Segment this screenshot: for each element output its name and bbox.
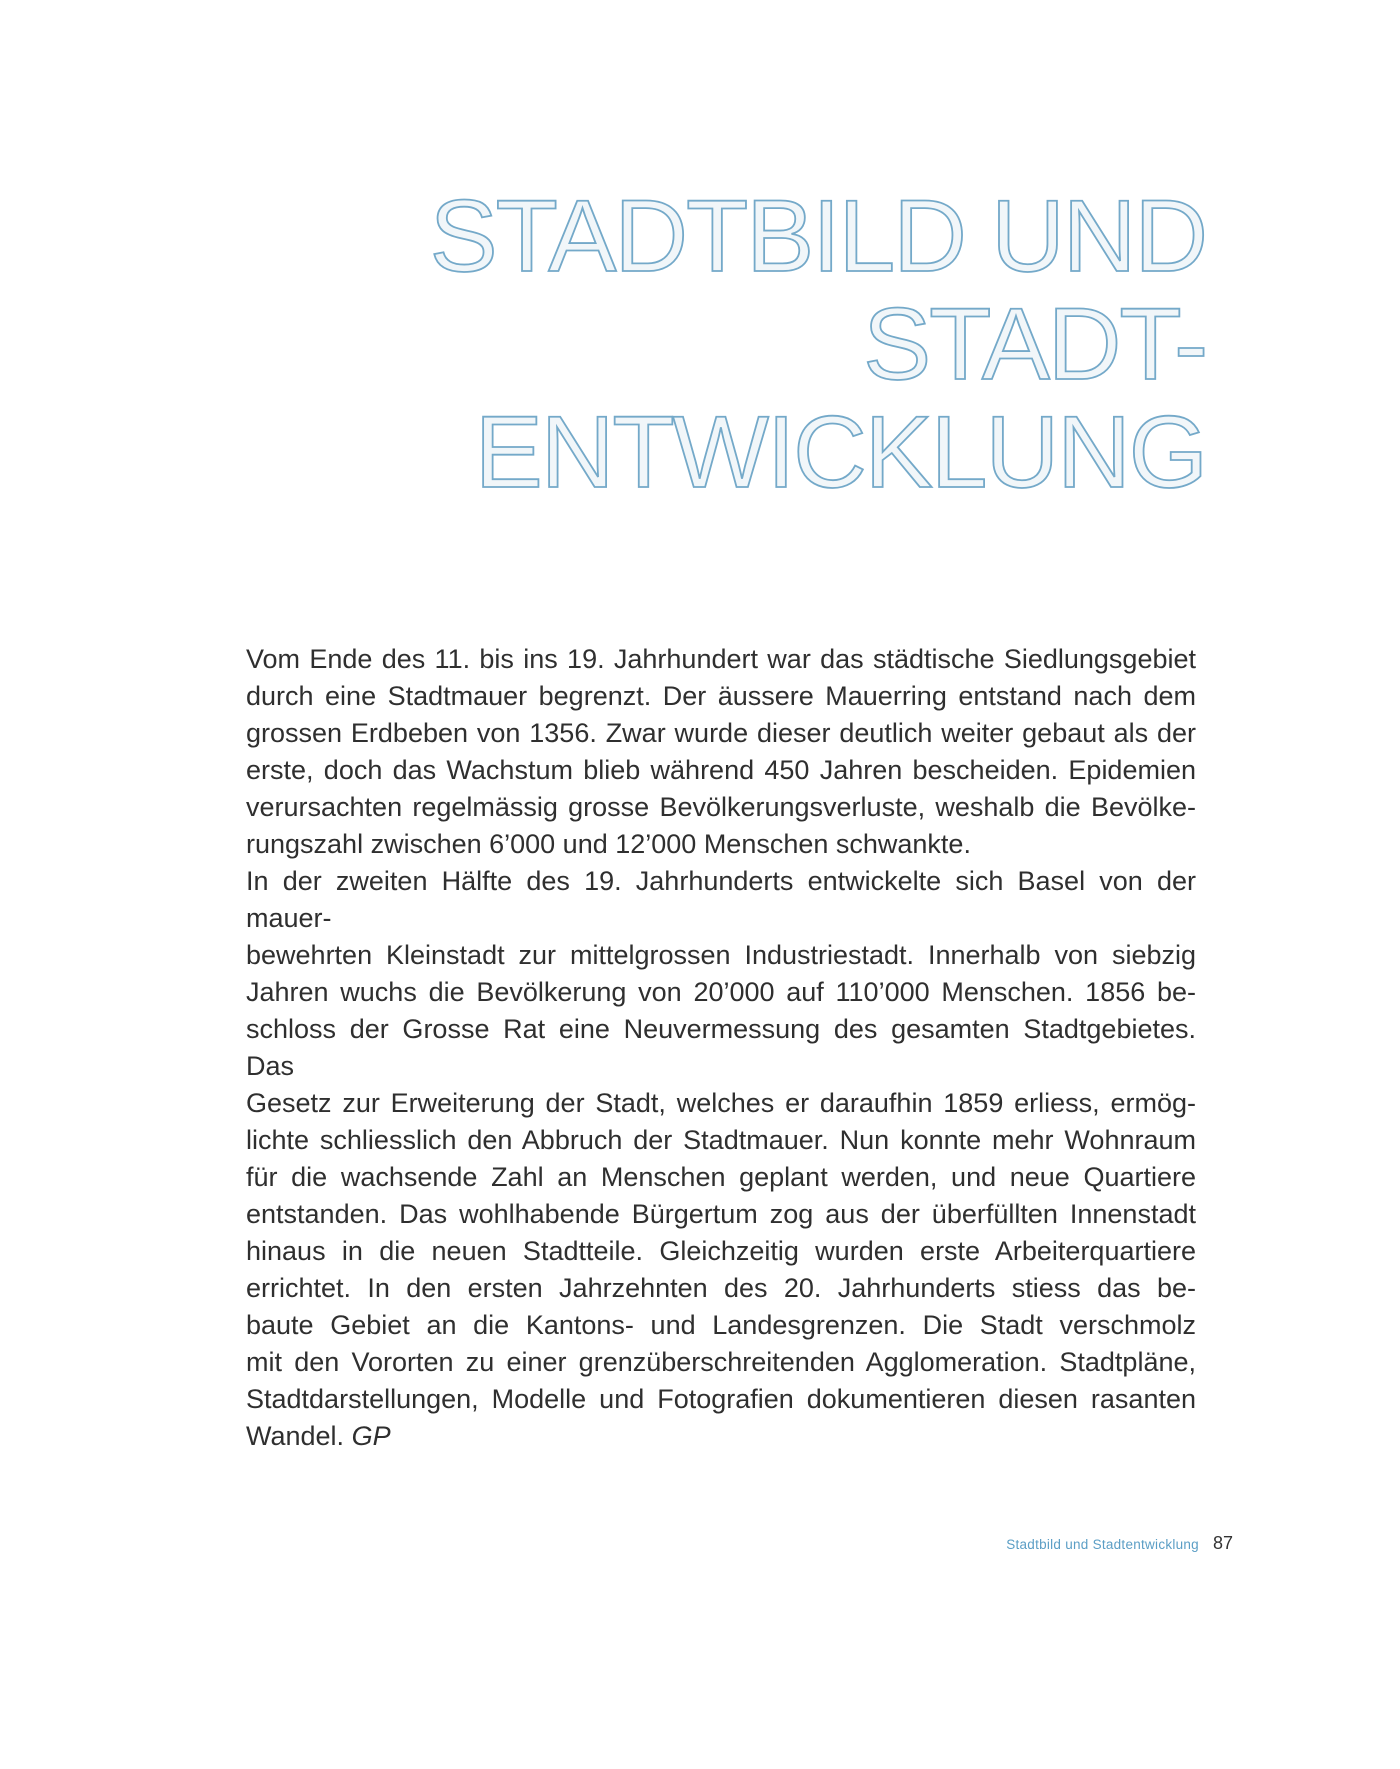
- body-line: durch eine Stadtmauer begrenzt. Der äussere Mauerring entstand nach dem: [246, 681, 1196, 711]
- body-line: Gesetz zur Erweiterung der Stadt, welches er daraufhin 1859 erliess, ermög-: [246, 1088, 1196, 1118]
- body-line: entstanden. Das wohlhabende Bürgertum zog aus der überfüllten Innenstadt: [246, 1199, 1196, 1229]
- body-line: Vom Ende des 11. bis ins 19. Jahrhundert war das städtische Siedlungsgebiet: [246, 644, 1196, 674]
- body-line: In der zweiten Hälfte des 19. Jahrhunderts entwickelte sich Basel von der mauer-: [246, 866, 1196, 933]
- body-line: erste, doch das Wachstum blieb während 450 Jahren bescheiden. Epidemien: [246, 755, 1196, 785]
- body-line: errichtet. In den ersten Jahrzehnten des 20. Jahrhunderts stiess das be-: [246, 1273, 1196, 1303]
- page-title: [429, 179, 1206, 509]
- body-line: verursachten regelmässig grosse Bevölkerungsverluste, weshalb die Bevölke-: [246, 792, 1196, 822]
- body-line: bewehrten Kleinstadt zur mittelgrossen Industriestadt. Innerhalb von siebzig: [246, 940, 1196, 970]
- page-footer: [1006, 1533, 1233, 1554]
- body-line: Stadtdarstellungen, Modelle und Fotografien dokumentieren diesen rasanten: [246, 1384, 1196, 1414]
- body-line: lichte schliesslich den Abbruch der Stadtmauer. Nun konnte mehr Wohnraum: [246, 1125, 1196, 1155]
- body-line: Jahren wuchs die Bevölkerung von 20’000 auf 110’000 Menschen. 1856 be-: [246, 977, 1196, 1007]
- page-title-line: STADT-: [863, 287, 1206, 401]
- body-line: hinaus in die neuen Stadtteile. Gleichzeitig wurden erste Arbeiterquartiere: [246, 1236, 1196, 1266]
- page-number: 87: [1212, 1533, 1233, 1553]
- page-title-line: ENTWICKLUNG: [474, 395, 1206, 509]
- body-line: baute Gebiet an die Kantons- und Landesgrenzen. Die Stadt verschmolz: [246, 1310, 1196, 1340]
- body-text: [246, 641, 1196, 1455]
- body-line: schloss der Grosse Rat eine Neuvermessung des gesamten Stadtgebietes. Das: [246, 1014, 1196, 1081]
- body-line: rungszahl zwischen 6’000 und 12’000 Menschen schwankte.: [246, 829, 971, 859]
- body-line: mit den Vororten zu einer grenzüberschreitenden Agglomeration. Stadtpläne,: [246, 1347, 1196, 1377]
- body-line: grossen Erdbeben von 1356. Zwar wurde dieser deutlich weiter gebaut als der: [246, 718, 1196, 748]
- body-line: Wandel. GP: [246, 1421, 391, 1451]
- author-initials: GP: [351, 1421, 391, 1451]
- page-title-line: STADTBILD UND: [429, 179, 1206, 293]
- running-footer-title: Stadtbild und Stadtentwicklung: [1006, 1537, 1199, 1552]
- body-line: für die wachsende Zahl an Menschen geplant werden, und neue Quartiere: [246, 1162, 1196, 1192]
